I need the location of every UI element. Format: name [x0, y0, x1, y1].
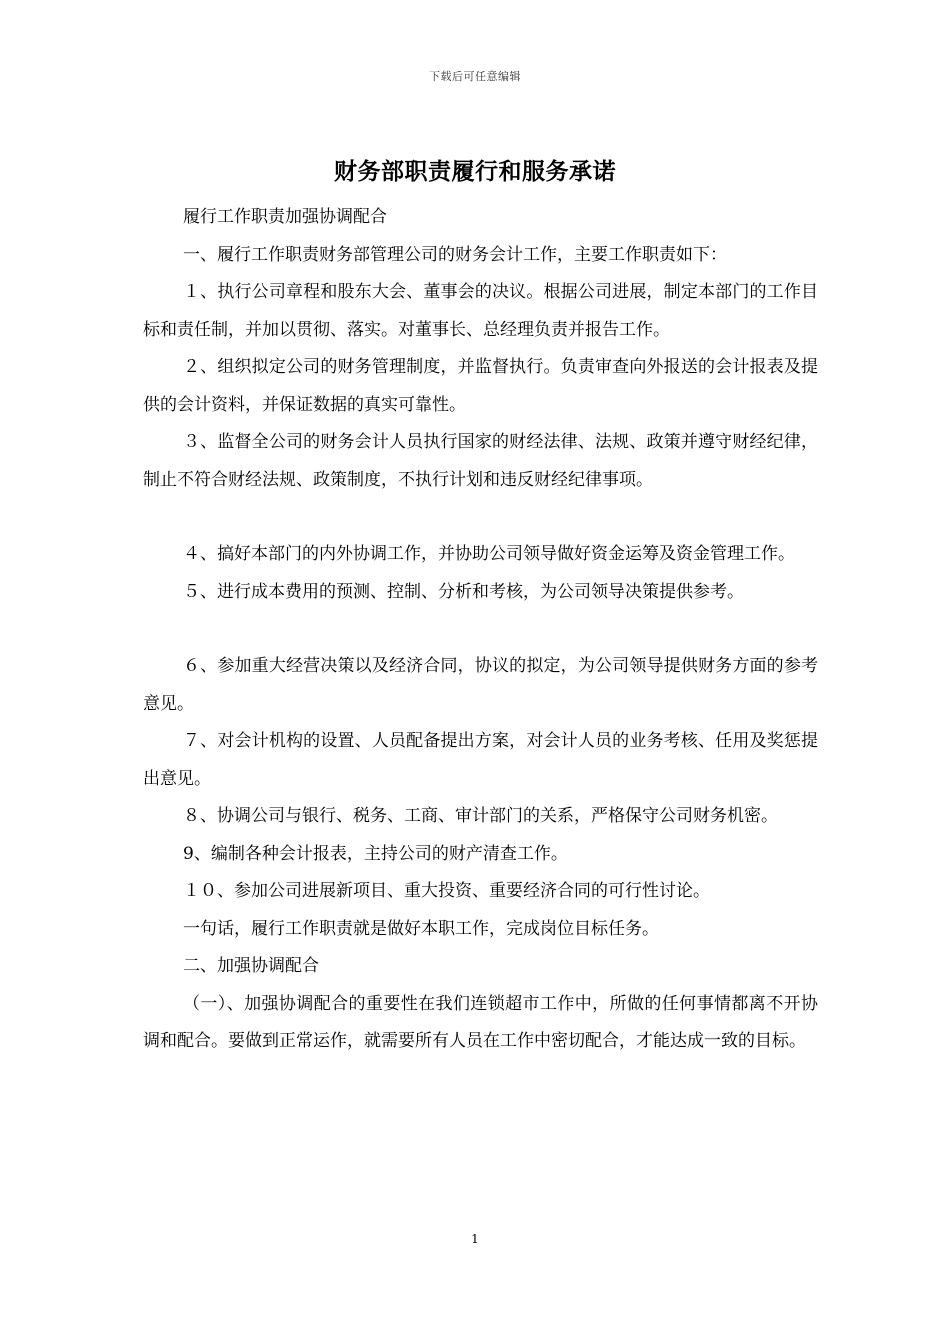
paragraph-item-3: ３、监督全公司的财务会计人员执行国家的财经法律、法规、政策并遵守财经纪律，制止不符合财经法规、政策制度，不执行计划和违反财经纪律事项。: [143, 432, 818, 490]
paragraph-item-10: １０、参加公司进展新项目、重大投资、重要经济合同的可行性讨论。: [183, 881, 710, 901]
page-number: 1: [471, 1232, 479, 1246]
document-body: [143, 199, 818, 1061]
header-note: 下载后可任意编辑: [429, 70, 521, 83]
paragraph-item-1: １、执行公司章程和股东大会、董事会的决议。根据公司进展，制定本部门的工作目标和责任制，并加以贯彻、落实。对董事长、总经理负责并报告工作。: [143, 282, 818, 340]
paragraph-section-one-heading: 一、履行工作职责财务部管理公司的财务会计工作，主要工作职责如下：: [183, 244, 727, 265]
paragraph-section-two-point-1: （一）、加强协调配合的重要性在我们连锁超市工作中，所做的任何事情都离不开协调和配合。要做到正常运作，就需要所有人员在工作中密切配合，才能达成一致的目标。: [143, 993, 818, 1051]
paragraph-item-2: ２、组织拟定公司的财务管理制度，并监督执行。负责审查向外报送的会计报表及提供的会计资料，并保证数据的真实可靠性。: [143, 357, 818, 415]
paragraph-item-8: ８、协调公司与银行、税务、工商、审计部门的关系，严格保守公司财务机密。: [183, 806, 778, 826]
paragraph-item-5: ５、进行成本费用的预测、控制、分析和考核，为公司领导决策提供参考。: [183, 581, 744, 602]
paragraph-subtitle: 履行工作职责加强协调配合: [183, 207, 387, 227]
paragraph-item-7: ７、对会计机构的设置、人员配备提出方案，对会计人员的业务考核、任用及奖惩提出意见。: [143, 731, 818, 789]
document-title: 财务部职责履行和服务承诺: [334, 158, 616, 185]
paragraph-item-9: 9、编制各种会计报表，主持公司的财产清查工作。: [183, 843, 568, 864]
paragraph-item-4: ４、搞好本部门的内外协调工作，并协助公司领导做好资金运筹及资金管理工作。: [183, 544, 795, 564]
paragraph-section-two-heading: 二、加强协调配合: [183, 956, 319, 976]
paragraph-summary: 一句话，履行工作职责就是做好本职工作，完成岗位目标任务。: [183, 918, 659, 939]
paragraph-item-6: ６、参加重大经营决策以及经济合同，协议的拟定，为公司领导提供财务方面的参考意见。: [143, 656, 818, 714]
